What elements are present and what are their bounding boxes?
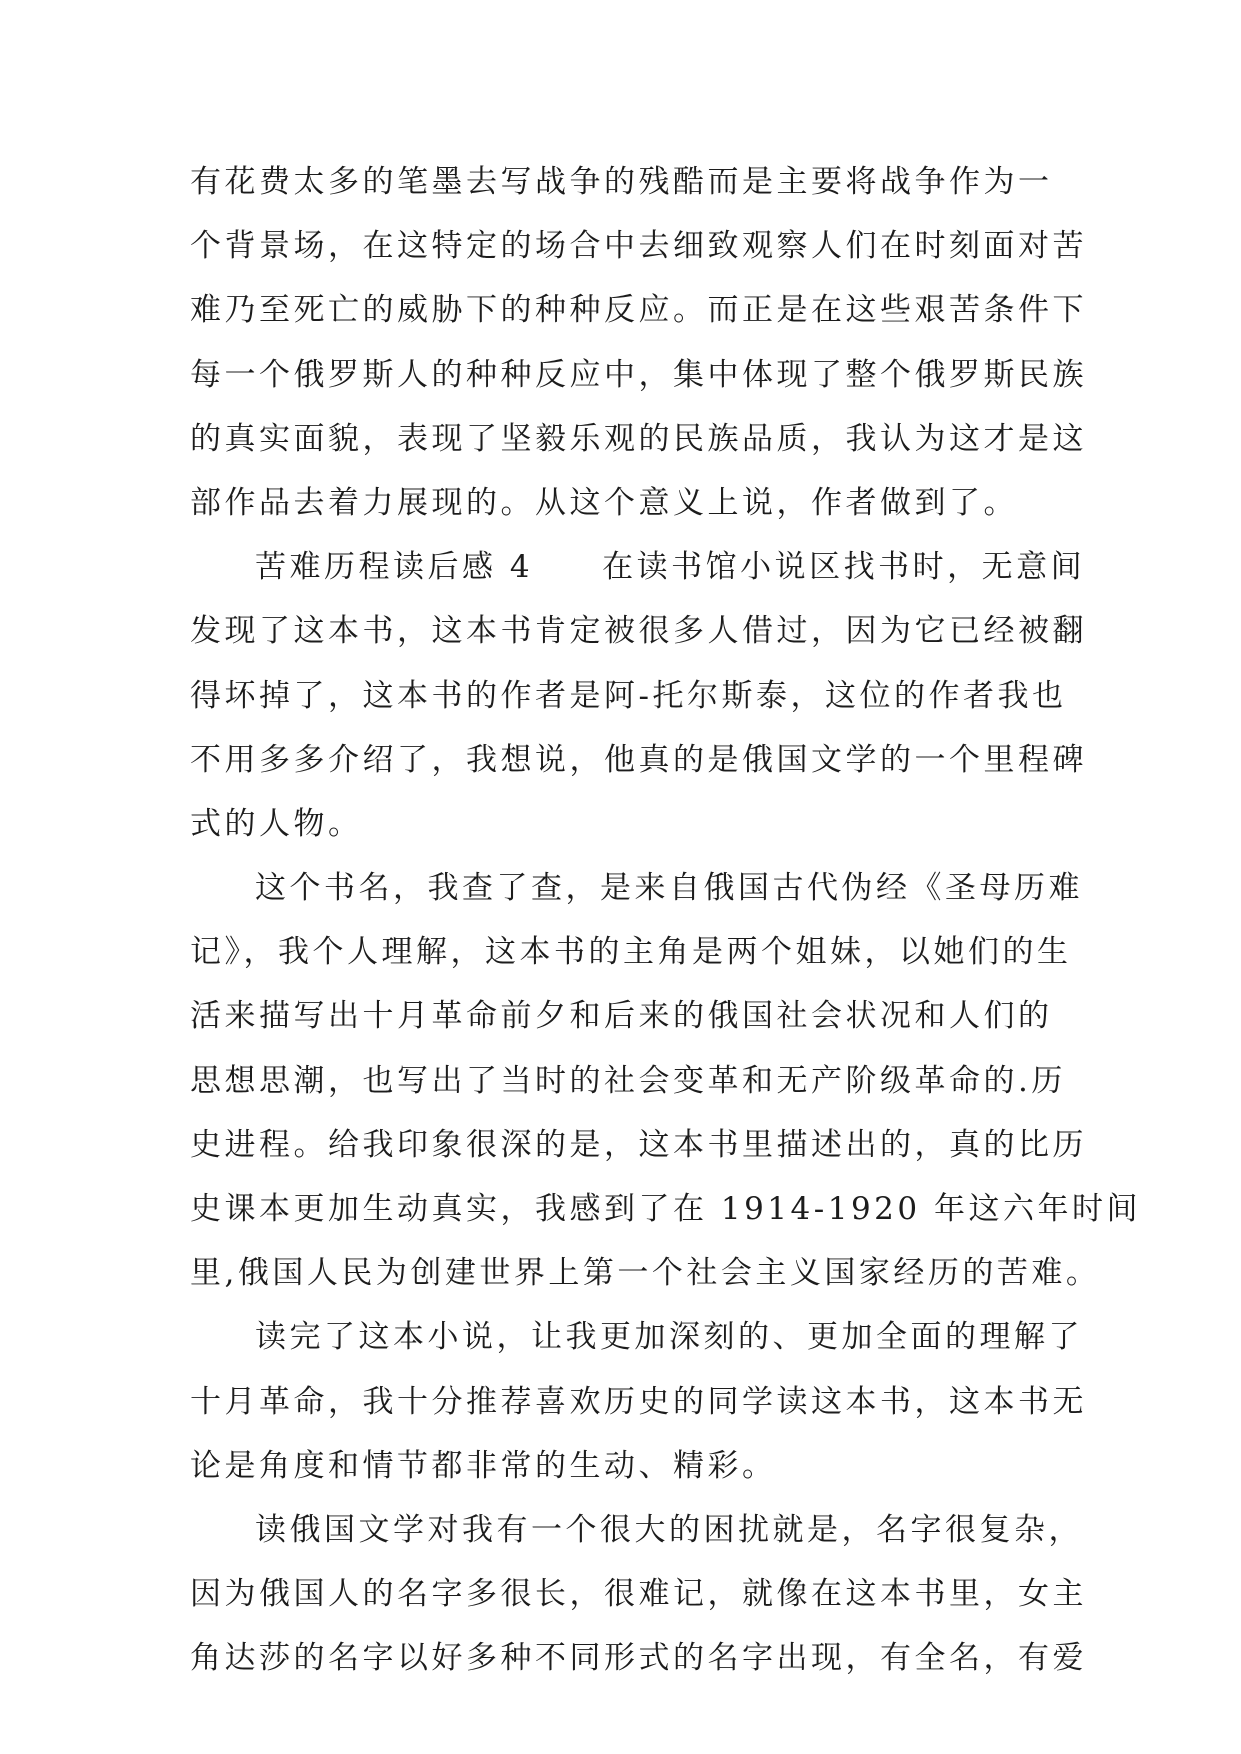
text-line: 发现了这本书，这本书肯定被很多人借过，因为它已经被翻 [190,613,1087,650]
text-line: 十月革命，我十分推荐喜欢历史的同学读这本书，这本书无 [190,1383,1087,1420]
text-line: 有花费太多的笔墨去写战争的残酷而是主要将战争作为一 [190,164,1053,200]
text-line: 里,俄国人民为创建世界上第一个社会主义国家经历的苦难。 [190,1255,1101,1292]
text-line: 得坏掉了，这本书的作者是阿-托尔斯泰，这位的作者我也 [190,677,1067,714]
text-line: 个背景场，在这特定的场合中去细致观察人们在时刻面对苦 [190,228,1087,265]
paragraph-start-line: 这个书名，我查了查，是来自俄国古代伪经《圣母历难 [255,870,1083,907]
text-line: 的真实面貌，表现了坚毅乐观的民族品质，我认为这才是这 [190,420,1087,457]
text-line: 式的人物。 [190,805,363,842]
text-line: 记》，我个人理解，这本书的主角是两个姐妹，以她们的生 [190,934,1072,971]
text-line: 活来描写出十月革命前夕和后来的俄国社会状况和人们的 [190,998,1053,1035]
paragraph-start-line: 读俄国文学对我有一个很大的困扰就是，名字很复杂， [255,1511,1083,1548]
text-line: 难乃至死亡的威胁下的种种反应。而正是在这些艰苦条件下 [190,292,1087,329]
text-line: 角达莎的名字以好多种不同形式的名字出现，有全名，有爱 [190,1640,1087,1677]
text-line: 史进程。给我印象很深的是，这本书里描述出的，真的比历 [190,1126,1087,1163]
text-line: 每一个俄罗斯人的种种反应中，集中体现了整个俄罗斯民族 [190,356,1087,393]
paragraph-start-line: 读完了这本小说，让我更加深刻的、更加全面的理解了 [255,1319,1083,1356]
text-line: 不用多多介绍了，我想说，他真的是俄国文学的一个里程碑 [190,741,1087,778]
text-line: 部作品去着力展现的。从这个意义上说，作者做到了。 [190,484,1018,521]
section-heading-line: 苦难历程读后感 4 在读书馆小说区找书时，无意间 [255,549,1086,586]
text-line: 史课本更加生动真实，我感到了在 1914-1920 年这六年时间 [190,1191,1141,1227]
text-line: 思想思潮，也写出了当时的社会变革和无产阶级革命的.历 [190,1062,1066,1099]
text-line: 论是角度和情节都非常的生动、精彩。 [190,1447,777,1484]
body-text [190,150,1141,1691]
text-line: 因为俄国人的名字多很长，很难记，就像在这本书里，女主 [190,1576,1087,1613]
